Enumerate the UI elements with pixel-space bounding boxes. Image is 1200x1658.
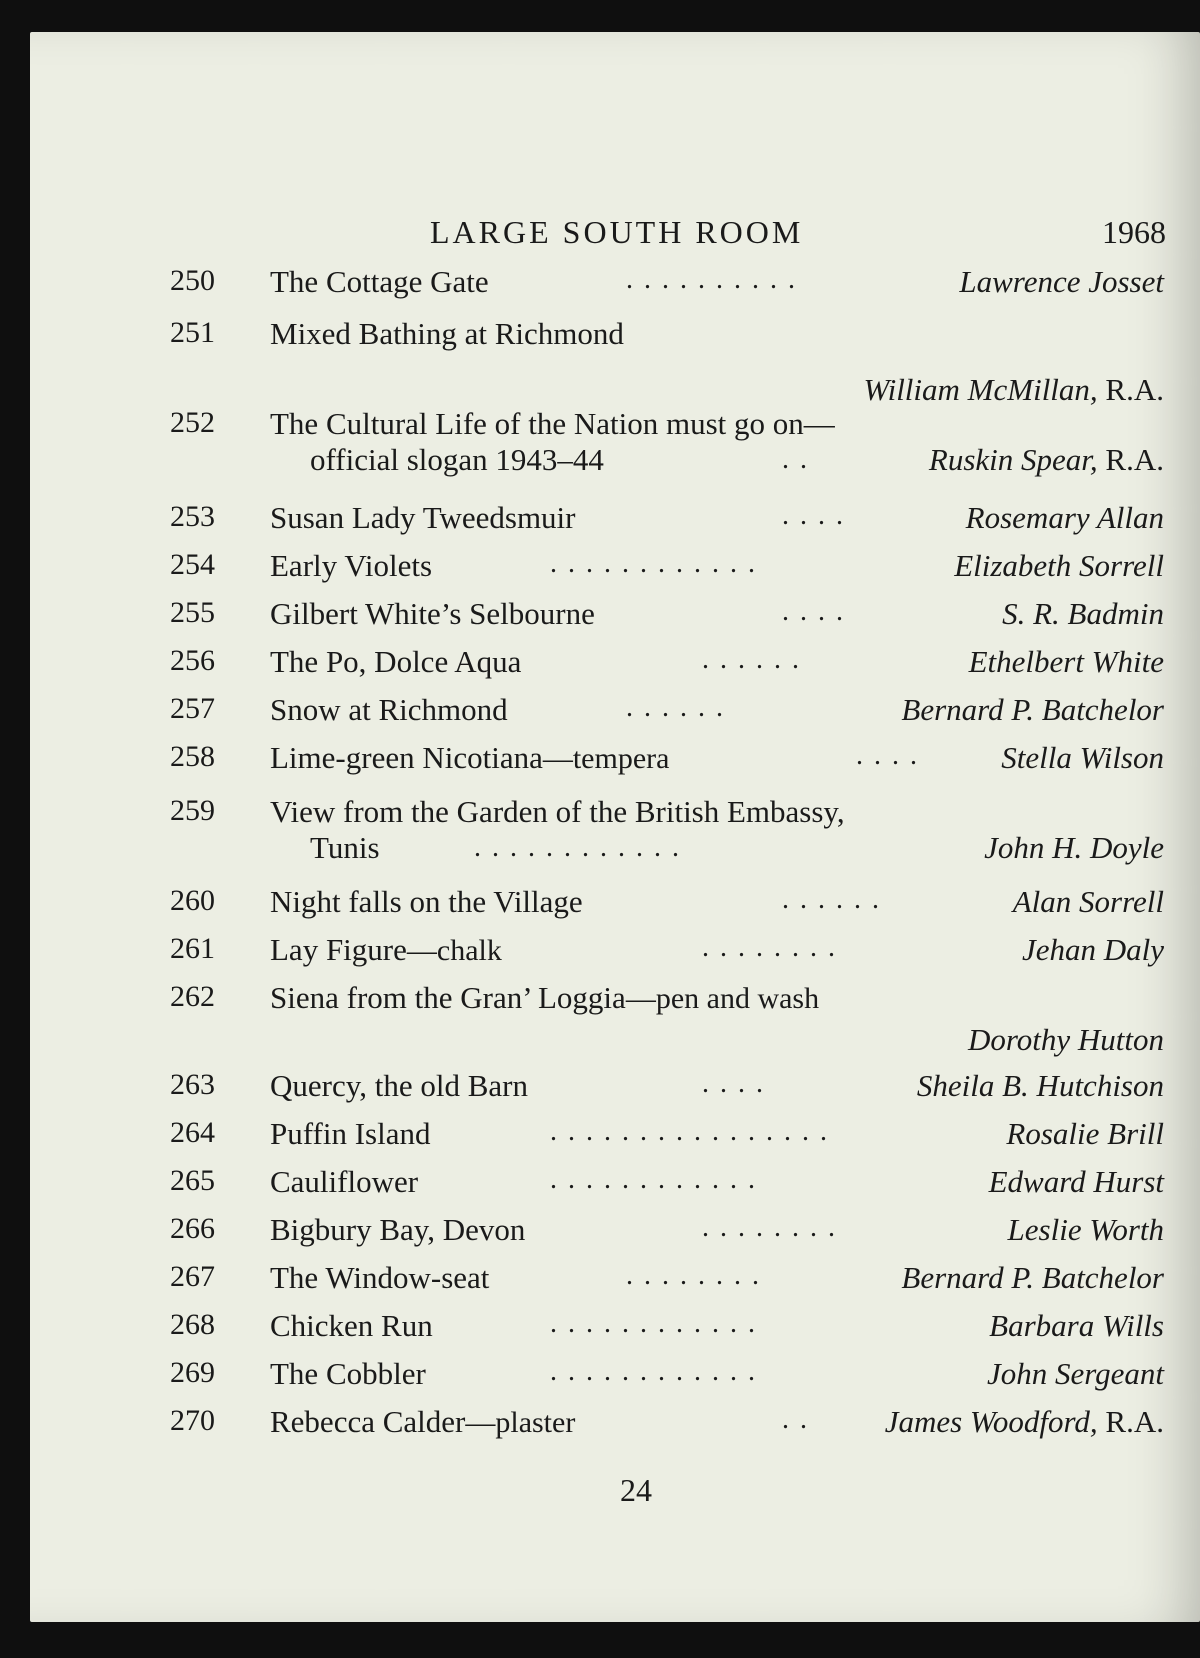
entry-artist: Rosemary Allan bbox=[965, 500, 1164, 535]
entry-number: 258 bbox=[170, 740, 215, 773]
entry-artist: Dorothy Hutton bbox=[967, 1022, 1164, 1057]
entry-artist: S. R. Badmin bbox=[1002, 596, 1164, 631]
entry-title: The Window-seat bbox=[270, 1260, 490, 1295]
entry-title-text: Siena from the Gran’ Loggia bbox=[270, 980, 626, 1015]
leader-dots: . . . . . . . . . . . . . . . . bbox=[550, 1116, 829, 1147]
entry-title bbox=[270, 1404, 575, 1440]
artist-suffix: R.A. bbox=[1105, 1404, 1164, 1439]
entry-artist bbox=[885, 1404, 1164, 1440]
leader-dots: . . . . bbox=[782, 596, 845, 627]
entry-title: Bigbury Bay, Devon bbox=[270, 1212, 526, 1247]
entry-title: Quercy, the old Barn bbox=[270, 1068, 528, 1103]
entry-title: Gilbert White’s Selbourne bbox=[270, 596, 595, 631]
list-item bbox=[30, 884, 1200, 932]
artist-suffix: R.A. bbox=[1105, 442, 1164, 477]
entry-artist: Lawrence Josset bbox=[959, 264, 1164, 299]
entry-title-continued: Tunis bbox=[310, 830, 380, 865]
entry-artist: Stella Wilson bbox=[1001, 740, 1164, 775]
entry-title bbox=[270, 980, 819, 1016]
entry-title: The Po, Dolce Aqua bbox=[270, 644, 522, 679]
entry-artist bbox=[929, 442, 1164, 478]
list-item bbox=[30, 1164, 1200, 1212]
leader-dots: . . . . bbox=[702, 1068, 765, 1099]
entry-number: 268 bbox=[170, 1308, 215, 1341]
entry-title: Mixed Bathing at Richmond bbox=[270, 316, 624, 351]
leader-dots: . . . . bbox=[856, 740, 919, 771]
list-item bbox=[30, 316, 1200, 407]
list-item bbox=[30, 264, 1200, 312]
entry-title: Chicken Run bbox=[270, 1308, 433, 1343]
list-item bbox=[30, 1212, 1200, 1260]
list-item bbox=[30, 548, 1200, 596]
year: 1968 bbox=[1102, 214, 1166, 250]
list-item bbox=[30, 794, 1200, 865]
entry-artist: Jehan Daly bbox=[1021, 932, 1164, 967]
list-item bbox=[30, 644, 1200, 692]
entry-number: 267 bbox=[170, 1260, 215, 1293]
leader-dots: . . . . . . . . . . . . bbox=[550, 1164, 757, 1195]
leader-dots: . . . . . . . . bbox=[702, 1212, 837, 1243]
entry-number: 263 bbox=[170, 1068, 215, 1101]
entry-artist: John Sergeant bbox=[986, 1356, 1164, 1391]
entry-number: 256 bbox=[170, 644, 215, 677]
leader-dots: . . . . . . . . . . bbox=[626, 264, 797, 295]
entry-title bbox=[270, 740, 669, 776]
entry-title: Susan Lady Tweedsmuir bbox=[270, 500, 576, 535]
artist-suffix: R.A. bbox=[1105, 372, 1164, 407]
entry-number: 260 bbox=[170, 884, 215, 917]
leader-dots: . . . . . . bbox=[702, 644, 801, 675]
leader-dots: . . . . . . . . bbox=[626, 1260, 761, 1291]
leader-dots: . . . . . . . . bbox=[702, 932, 837, 963]
entry-artist: Leslie Worth bbox=[1007, 1212, 1164, 1247]
list-item bbox=[30, 692, 1200, 740]
leader-dots: . . . . . . . . . . . . bbox=[550, 1356, 757, 1387]
list-item bbox=[30, 1260, 1200, 1308]
entry-artist: Edward Hurst bbox=[988, 1164, 1164, 1199]
list-item bbox=[30, 1308, 1200, 1356]
list-item bbox=[30, 1356, 1200, 1404]
leader-dots: . . . . bbox=[782, 500, 845, 531]
list-item bbox=[30, 596, 1200, 644]
entry-number: 270 bbox=[170, 1404, 215, 1437]
leader-dots: . . bbox=[782, 444, 809, 475]
entry-title: Night falls on the Village bbox=[270, 884, 583, 919]
entry-medium: —plaster bbox=[465, 1406, 576, 1439]
entry-number: 250 bbox=[170, 264, 215, 297]
artist-name: Ruskin Spear, bbox=[928, 442, 1098, 477]
entry-artist: Bernard P. Batchelor bbox=[901, 692, 1164, 727]
list-item bbox=[30, 980, 1200, 1057]
entry-number: 262 bbox=[170, 980, 215, 1013]
page-number: 24 bbox=[620, 1472, 652, 1508]
list-item bbox=[30, 1116, 1200, 1164]
entry-title-text: Lime-green Nicotiana bbox=[270, 740, 543, 775]
entry-artist: Alan Sorrell bbox=[1012, 884, 1164, 919]
leader-dots: . . . . . . bbox=[782, 884, 881, 915]
entry-number: 265 bbox=[170, 1164, 215, 1197]
entry-medium: —tempera bbox=[542, 742, 670, 775]
entry-title-text: Lay Figure bbox=[270, 932, 407, 967]
page-title: LARGE SOUTH ROOM bbox=[430, 214, 804, 250]
leader-dots: . . . . . . . . . . . . bbox=[550, 548, 757, 579]
entry-artist: Elizabeth Sorrell bbox=[954, 548, 1164, 583]
entry-number: 261 bbox=[170, 932, 215, 965]
leader-dots: . . bbox=[782, 1404, 809, 1435]
list-item bbox=[30, 1068, 1200, 1116]
list-item bbox=[30, 500, 1200, 548]
entry-title: View from the Garden of the British Embassy, bbox=[270, 794, 845, 829]
catalogue-page bbox=[30, 32, 1200, 1622]
entry-title bbox=[270, 932, 502, 968]
entry-artist: Ethelbert White bbox=[968, 644, 1164, 679]
entry-title: Puffin Island bbox=[270, 1116, 431, 1151]
list-item bbox=[30, 740, 1200, 788]
entry-artist: Sheila B. Hutchison bbox=[916, 1068, 1164, 1103]
list-item bbox=[30, 406, 1200, 477]
entry-artist: John H. Doyle bbox=[984, 830, 1164, 865]
entry-artist: Rosalie Brill bbox=[1006, 1116, 1164, 1151]
entry-number: 253 bbox=[170, 500, 215, 533]
entry-number: 255 bbox=[170, 596, 215, 629]
artist-name: William McMillan, bbox=[863, 372, 1098, 407]
entry-title-continued: official slogan 1943–44 bbox=[310, 442, 604, 477]
artist-name: James Woodford, bbox=[884, 1404, 1098, 1439]
entry-title: Snow at Richmond bbox=[270, 692, 508, 727]
page-content bbox=[30, 32, 1200, 1622]
entry-title-text: Rebecca Calder bbox=[270, 1404, 466, 1439]
entry-artist: Barbara Wills bbox=[989, 1308, 1164, 1343]
entry-medium: —chalk bbox=[406, 934, 502, 967]
entry-number: 266 bbox=[170, 1212, 215, 1245]
entry-medium: —pen and wash bbox=[625, 982, 820, 1015]
entry-artist bbox=[863, 372, 1164, 408]
entry-number: 257 bbox=[170, 692, 215, 725]
entry-number: 254 bbox=[170, 548, 215, 581]
entry-title: The Cultural Life of the Nation must go on— bbox=[270, 406, 835, 441]
leader-dots: . . . . . . . . . . . . bbox=[550, 1308, 757, 1339]
entry-number: 251 bbox=[170, 316, 215, 349]
leader-dots: . . . . . . bbox=[626, 692, 725, 723]
list-item bbox=[30, 1404, 1200, 1452]
entry-title: The Cottage Gate bbox=[270, 264, 489, 299]
leader-dots: . . . . . . . . . . . . bbox=[474, 832, 681, 863]
entry-title: The Cobbler bbox=[270, 1356, 426, 1391]
entry-number: 269 bbox=[170, 1356, 215, 1389]
list-item bbox=[30, 932, 1200, 980]
entry-artist: Bernard P. Batchelor bbox=[901, 1260, 1164, 1295]
entry-title: Cauliflower bbox=[270, 1164, 419, 1199]
entry-title: Early Violets bbox=[270, 548, 433, 583]
entry-number: 264 bbox=[170, 1116, 215, 1149]
entry-number: 259 bbox=[170, 794, 215, 827]
entry-number: 252 bbox=[170, 406, 215, 439]
